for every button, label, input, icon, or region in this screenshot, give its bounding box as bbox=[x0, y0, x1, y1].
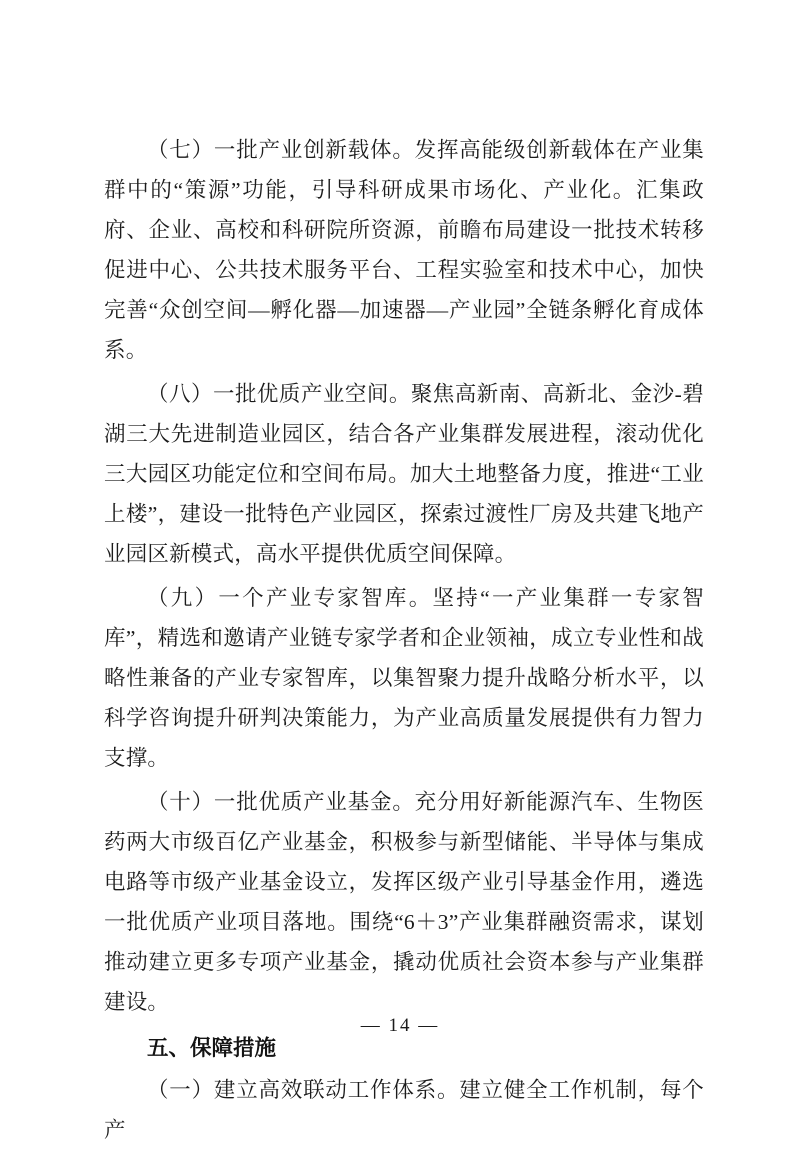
paragraph-section-five-one: （一）建立高效联动工作体系。建立健全工作机制，每个产 bbox=[104, 1078, 704, 1142]
paragraph-10: （十）一批优质产业基金。充分用好新能源汽车、生物医药两大市级百亿产业基金，积极参与新型储能、半导体与集成电路等市级产业基金设立，发挥区级产业引导基金作用，遴选一批优质产业项目落地。围绕“6＋3”产业集群融资需求，谋划推动建立更多专项产业基金，撬动优质社会资本参与产业集群建设。 bbox=[104, 790, 704, 1014]
document-body bbox=[104, 130, 704, 1154]
paragraph-7: （七）一批产业创新载体。发挥高能级创新载体在产业集群中的“策源”功能，引导科研成果市场化、产业化。汇集政府、企业、高校和科研院所资源，前瞻布局建设一批技术转移促进中心、公共技术服务平台、工程实验室和技术中心，加快完善“众创空间—孵化器—加速器—产业园”全链条孵化育成体系。 bbox=[104, 138, 704, 362]
paragraph-9: （九）一个产业专家智库。坚持“一产业集群一专家智库”，精选和邀请产业链专家学者和企业领袖，成立专业性和战略性兼备的产业专家智库，以集智聚力提升战略分析水平，以科学咨询提升研判决策能力，为产业高质量发展提供有力智力支撑。 bbox=[104, 586, 704, 770]
paragraph-8: （八）一批优质产业空间。聚焦高新南、高新北、金沙-碧湖三大先进制造业园区，结合各产业集群发展进程，滚动优化三大园区功能定位和空间布局。加大土地整备力度，推进“工业上楼”，建设一批特色产业园区，探索过渡性厂房及共建飞地产业园区新模式，高水平提供优质空间保障。 bbox=[104, 382, 704, 566]
section-heading-five: 五、保障措施 bbox=[147, 1036, 277, 1060]
page-number: — 14 — bbox=[360, 1015, 440, 1036]
